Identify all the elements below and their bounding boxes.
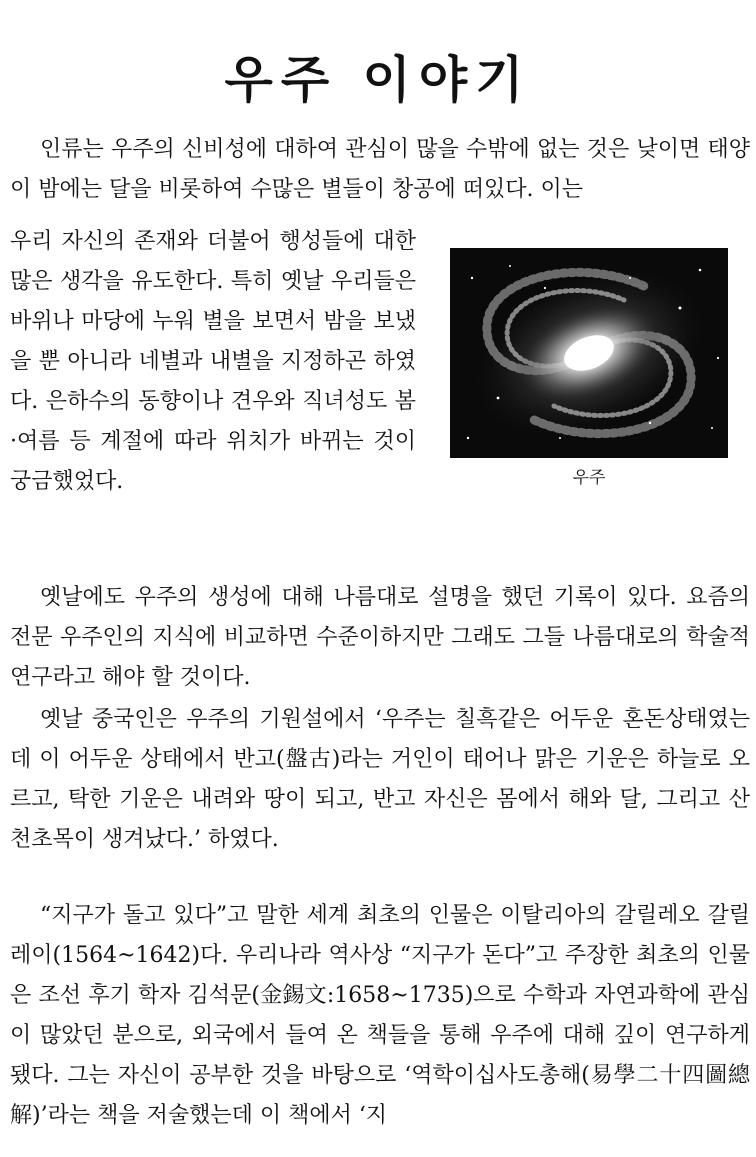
paragraph-intro-continued: 우리 자신의 존재와 더불어 행성들에 대한 많은 생각을 유도한다. 특히 옛날 우리들은 바위나 마당에 누워 별을 보면서 밤을 보냈을 뿐 아니라 네별과 내별을 지정하곤 하였다. 은하수의 동향이나 견우와 직녀성도 봄·여름 등 계절에 따라 위치가 바뀌는 것이 궁금했었다. xyxy=(10,229,416,494)
figure-caption: 우주 xyxy=(572,468,606,488)
paragraph-earth-rotation: “지구가 돌고 있다”고 말한 세계 최초의 인물은 이탈리아의 갈릴레오 갈릴레이(1564~1642)다. 우리나라 역사상 “지구가 돈다”고 주장한 최초의 인물은 조선 후기 학자 김석문(金錫文:1658~1735)으로 수학과 자연과학에 관심이 많았던 분으로, 외국에서 들여 온 책들을 통해 우주에 대해 깊이 연구하게 됐다. 그는 자신이 공부한 것을 바탕으로 ‘역학이십사도총해(易學二十四圖總解)’라는 책을 저술했는데 이 책에서 ‘지 xyxy=(10,903,750,1128)
paragraph-origin-records: 옛날에도 우주의 생성에 대해 나름대로 설명을 했던 기록이 있다. 요즘의 전문 우주인의 지식에 비교하면 수준이하지만 그래도 그들 나름대로의 학술적 연구라고 해야 할 것이다. xyxy=(10,585,750,690)
text-with-figure xyxy=(10,222,750,502)
paragraph-intro: 인류는 우주의 신비성에 대하여 관심이 많을 수밖에 없는 것은 낮이면 태양이 밤에는 달을 비롯하여 수많은 별들이 창공에 떠있다. 이는 xyxy=(10,137,750,202)
galaxy-figure xyxy=(450,248,728,490)
galaxy-image xyxy=(450,248,728,458)
paragraph-chinese-legend: 옛날 중국인은 우주의 기원설에서 ‘우주는 칠흑같은 어두운 혼돈상태였는데 이 어두운 상태에서 반고(盤古)라는 거인이 태어나 맑은 기운은 하늘로 오르고, 탁한 기운은 내려와 땅이 되고, 반고 자신은 몸에서 해와 달, 그리고 산천초목이 생겨났다.’ 하였다. xyxy=(10,707,750,852)
page-title: 우주 이야기 xyxy=(224,49,532,109)
